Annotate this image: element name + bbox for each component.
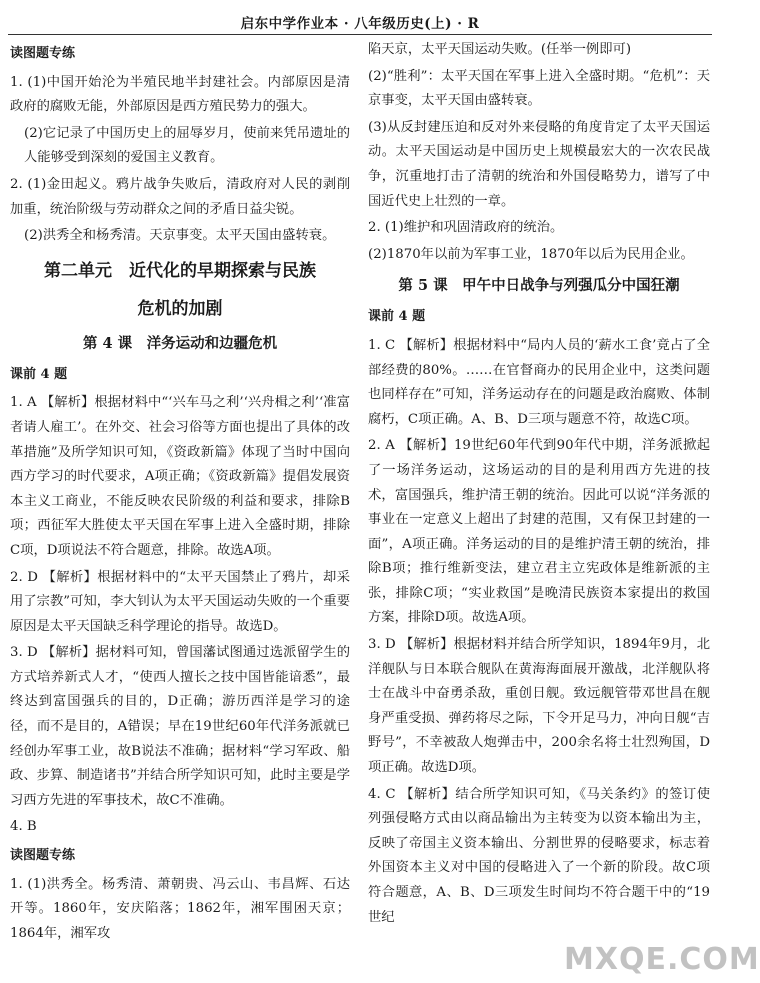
unit-title-line2: 危机的加剧 <box>137 298 223 319</box>
unit-title-line1: 第二单元 近代化的早期探索与民族 <box>44 260 316 281</box>
section-heading: 课前 4 题 <box>368 309 426 325</box>
answer-paragraph: 陷天京，太平天国运动失败。(任举一例即可) <box>368 42 632 57</box>
answer-paragraph: 1. C 【解析】根据材料中“局内人员的‘薪水工食’竟占了全部经费的80%。……在官督商办的民用企业中，这类问题也同样存在”可知，洋务运动存在的问题是政治腐败、体制腐朽，C项正确。A、B、D三项与题意不符，故选C项。 <box>368 337 710 427</box>
answer-paragraph: 4. C 【解析】结合所学知识可知，《马关条约》的签订使列强侵略方式由以商品输出为主转变为以资本输出为主，反映了帝国主义资本输出、分割世界的侵略要求，标志着外国资本主义对中国的侵略进入了一个新的阶段。故C项符合题意，A、B、D三项发生时间均不符合题干中的“19世纪 <box>368 786 710 925</box>
answer-paragraph: 2. (1)金田起义。鸦片战争失败后，清政府对人民的剥削加重，统治阶级与劳动群众之间的矛盾日益尖锐。 <box>10 176 350 217</box>
lesson-title: 第 4 课 洋务运动和边疆危机 <box>82 334 278 352</box>
answer-paragraph: (2)“胜利”：太平天国在军事上进入全盛时期。“危机”：天京事变，太平天国由盛转衰。 <box>368 68 710 109</box>
left-column <box>10 38 350 983</box>
answer-paragraph: 3. D 【解析】根据材料并结合所学知识，1894年9月，北洋舰队与日本联合舰队在黄海海面展开激战，北洋舰队将士在战斗中奋勇杀敌，重创日舰。致远舰管带邓世昌在舰身严重受损、弹药将尽之际，下令开足马力，冲向日舰“吉野号”，不幸被敌人炮弹击中，200余名将士壮烈殉国，D项正确。故选D项。 <box>368 637 710 776</box>
answer-paragraph: (2)洪秀全和杨秀清。天京事变。太平天国由盛转衰。 <box>24 228 336 244</box>
answer-paragraph: 1. (1)中国开始沦为半殖民地半封建社会。内部原因是清政府的腐败无能，外部原因是西方殖民势力的强大。 <box>10 74 350 115</box>
page-header <box>0 0 720 38</box>
right-column <box>368 38 710 983</box>
answer-paragraph: (2)1870年以前为军事工业，1870年以后为民用企业。 <box>368 246 694 262</box>
answer-paragraph: 3. D 【解析】据材料可知，曾国藩试图通过选派留学生的方式培养新式人才，“使西人擅长之技中国皆能谙悉”，最终达到富国强兵的目的，D正确；游历西洋是学习的途径，而不是目的，A错误；早在19世纪60年代洋务派就已经创办军事工业，故B说法不准确；据材料“学习军政、船政、步算、制造诸书”并结合所学知识可知，此时主要是学习西方先进的军事技术，故C不准确。 <box>10 645 350 808</box>
site-watermark: MXQE.COM <box>564 942 760 977</box>
section-heading: 读图题专练 <box>10 46 76 61</box>
section-heading: 读图题专练 <box>10 848 76 864</box>
header-rule <box>8 34 712 35</box>
answer-paragraph: 2. D 【解析】根据材料中的“太平天国禁止了鸦片，却采用了宗教”可知，李大钊认为太平天国运动失败的一个重要原因是太平天国缺乏科学理论的指导。故选D。 <box>10 569 350 634</box>
answer-paragraph: 1. (1)洪秀全。杨秀清、萧朝贵、冯云山、韦昌辉、石达开等。1860年，安庆陷落；1862年，湘军围困天京；1864年，湘军攻 <box>10 876 350 941</box>
section-heading: 课前 4 题 <box>10 366 68 382</box>
answer-paragraph: 1. A 【解析】根据材料中“‘兴车马之利’‘兴舟楫之利’‘准富者请人雇工’。在外交、社会习俗等方面也提出了具体的改革措施”及所学知识可知，《资政新篇》体现了当时中国向西方学习的时代要求，A项正确；《资政新篇》提倡发展资本主义工商业，不能反映农民阶级的利益和要求，排除B项；西征军大胜使太平天国在军事上进入全盛时期，排除C项，D项说法不符合题意，排除。故选A项。 <box>10 395 350 558</box>
answer-paragraph: (3)从反封建压迫和反对外来侵略的角度肯定了太平天国运动。太平天国运动是中国历史上规模最宏大的一次农民战争，沉重地打击了清朝的统治和外国侵略势力，谱写了中国近代史上壮烈的一章。 <box>368 119 710 209</box>
answer-paragraph: (2)它记录了中国历史上的屈辱岁月，使前来凭吊遗址的人能够受到深刻的爱国主义教育。 <box>24 125 350 166</box>
page-title: 启东中学作业本 · 八年级历史(上) · R <box>240 16 480 32</box>
answer-paragraph: 2. (1)维护和巩固清政府的统治。 <box>368 220 564 236</box>
lesson-title: 第 5 课 甲午中日战争与列强瓜分中国狂潮 <box>398 277 680 295</box>
answer-paragraph: 2. A 【解析】19世纪60年代到90年代中期，洋务派掀起了一场洋务运动，这场运动的目的是利用西方先进的技术，富国强兵，维护清王朝的统治。因此可以说“洋务派的事业在一定意义上超出了封建的范围，又有保卫封建的一面”，A项正确。洋务运动的目的是维护清王朝的统治，排除B项；推行维新变法，建立君主立宪政体是维新派的主张，排除C项；“实业救国”是晚清民族资本家提出的救国方案，排除D项。故选A项。 <box>368 438 710 626</box>
answer-paragraph: 4. B <box>10 819 37 835</box>
